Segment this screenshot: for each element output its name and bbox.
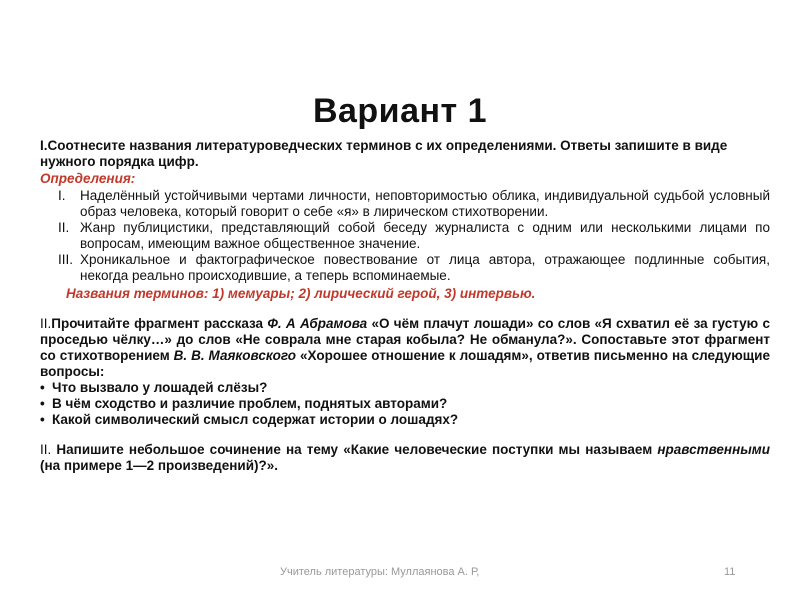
question-item: • Что вызвало у лошадей слёзы?	[40, 380, 770, 396]
task-2-text-c: «Хорошее отношение к лошадям», ответив письменно на следующие вопросы:	[40, 348, 770, 379]
footer-author: Учитель литературы: Муллаянова А. Р,	[280, 566, 480, 578]
task-2-text-b: «О чём плачут лошади» со слов «Я схватил её за густую с проседью чёлку…» до слов «Не соврала мне старая кобыла? Не обманула?». Сопоставьте этот фрагмент со стихотворением	[40, 316, 770, 363]
task-3-text-a: Напишите небольшое сочинение на тему «Какие человеческие поступки мы называем	[51, 442, 658, 457]
definitions-list	[40, 188, 770, 284]
definition-text: Жанр публицистики, представляющий собой беседу журналиста с одним или несколькими лицами по вопросам, имеющим важное общественное значение.	[80, 220, 770, 251]
definitions-heading: Определения:	[40, 171, 136, 186]
author-mayakovsky: В. В. Маяковского	[173, 348, 297, 363]
terms-line	[66, 286, 770, 302]
task-3	[40, 442, 770, 474]
terms-text: : 1) мемуары; 2) лирический герой, 3) интервью.	[203, 286, 536, 301]
definition-text: Хроникальное и фактографическое повествование от лица автора, отражающее подлинные события, некогда реально происходившие, а теперь вспоминаемые.	[80, 252, 770, 283]
definition-item	[40, 220, 770, 252]
terms-label: Названия терминов	[66, 286, 204, 301]
definition-text: Наделённый устойчивыми чертами личности, неповторимостью облика, индивидуальной судьбой условный образ человека, который говорит о себе «я» в лирическом стихотворении.	[80, 188, 770, 219]
task-1-number: I.	[40, 138, 48, 153]
author-abramov: Ф. А Абрамова	[267, 316, 368, 331]
definition-number: III.	[58, 252, 74, 267]
task-3-text-b: (на примере 1—2 произведений)?».	[40, 458, 278, 473]
task-1-text: Соотнесите названия литературоведческих терминов с их определениями. Ответы запишите в виде нужного порядка цифр.	[40, 138, 728, 169]
definition-item	[40, 252, 770, 284]
slide-content	[40, 138, 770, 474]
question-item: • Какой символический смысл содержат истории о лошадях?	[40, 412, 770, 428]
task-1	[40, 138, 770, 170]
question-item: • В чём сходство и различие проблем, поднятых авторами?	[40, 396, 770, 412]
task-2-number: II.	[40, 316, 52, 331]
task-3-number: II.	[40, 442, 52, 457]
slide-title: Вариант 1	[312, 92, 488, 130]
task-2	[40, 316, 770, 380]
task-2-text-a: Прочитайте фрагмент рассказа	[51, 316, 268, 331]
definition-item	[40, 188, 770, 220]
definition-number: I.	[58, 188, 66, 203]
questions-list	[40, 380, 770, 428]
task-3-emphasis: нравственными	[657, 442, 770, 457]
page-number: 11	[724, 566, 736, 578]
definition-number: II.	[58, 220, 70, 235]
